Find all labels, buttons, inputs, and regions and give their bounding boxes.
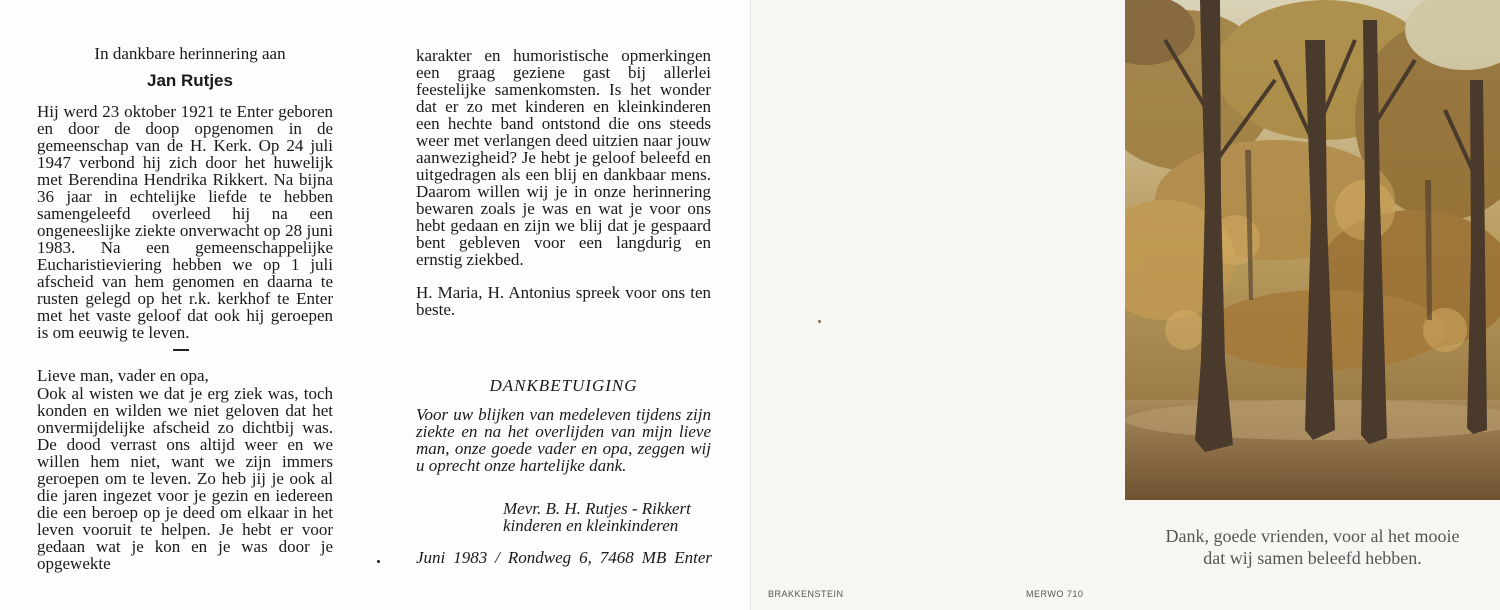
date-address-line: Juni 1983 / Rondweg 6, 7468 MB Enter <box>416 548 712 567</box>
letter-text: Ook al wisten we dat je erg ziek was, toch konden en wilden we niet geloven dat het onvermijdelijke afscheid zo dichtbij was. De dood verrast ons altijd weer en we willen hem niet, want we zijn immers geroepen om te leven. Zo heb jij je ook al die jaren ingezet voor je gezin en iedereen die een beroep op je deed om elkaar in het leven vooruit te helpen. Je hebt er voor gedaan wat je kon en je was door je opgewekte <box>37 384 333 573</box>
thanks-title: DANKBETUIGING <box>489 376 638 395</box>
right-inner-page <box>375 0 750 610</box>
back-page <box>750 0 1126 610</box>
autumn-forest-photo <box>1125 0 1500 500</box>
signature <box>503 500 713 534</box>
section-divider <box>173 349 189 351</box>
front-quote <box>1135 525 1490 569</box>
prayer-text: H. Maria, H. Antonius spreek voor ons ten beste. <box>416 283 711 319</box>
left-inner-page <box>0 0 375 610</box>
letter-continuation: karakter en humoristische opmerkingen een graag geziene gast bij allerlei feestelijke samenkomsten. Is het wonder dat er zo met kinderen en kleinkinderen een hechte band ontstond die ons steeds weer met verlangen deed uitzien naar jouw aanwezigheid? Je hebt je geloof beleefd en uitgedragen als een blij en dankbaar mens. Daarom willen wij je in onze herinnering bewaren zoals je was en wat je voor ons hebt gedaan en zijn we blij dat je gespaard bent gebleven voor een langdurig en ernstig ziekbed. <box>416 46 711 269</box>
signature-line-2: kinderen en kleinkinderen <box>503 516 679 535</box>
quote-line-2: dat wij samen beleefd hebben. <box>1203 548 1422 568</box>
memorial-heading: In dankbare herinnering aan <box>94 44 286 63</box>
deceased-name: Jan Rutjes <box>147 71 233 90</box>
front-page <box>1125 0 1500 610</box>
biography-text <box>37 103 333 341</box>
quote-line-1: Dank, goede vrienden, voor al het mooie <box>1165 526 1460 546</box>
card-code: MERWO 710 <box>1026 589 1084 599</box>
paper-speck <box>818 320 821 323</box>
biography-paragraph: Hij werd 23 oktober 1921 te Enter geboren en door de doop opgenomen in de gemeenschap van de H. Kerk. Op 24 juli 1947 verbond hij zich door het huwelijk met Berendina Hendrika Rikkert. Na bijna 36 jaar in echtelijke liefde te hebben samengeleefd overleed hij na een ongeneeslijke ziekte onverwacht op 28 juni 1983. Na een gemeenschappelijke Eucharistieviering hebben we op 1 juli afscheid van hem genomen en daarna te rusten gelegd op het r.k. kerkhof te Enter met het vaste geloof dat ook hij geroepen is om eeuwig te leven. <box>37 102 333 342</box>
publisher-brand: BRAKKENSTEIN <box>768 589 844 599</box>
letter-salutation: Lieve man, vader en opa, <box>37 366 209 385</box>
ink-speck <box>377 560 380 563</box>
thanks-body: Voor uw blijken van medeleven tijdens zijn ziekte en na het overlijden van mijn lieve man, onze goede vader en opa, zeggen wij u oprecht onze hartelijke dank. <box>416 405 711 475</box>
signature-line-1: Mevr. B. H. Rutjes - Rikkert <box>503 499 691 518</box>
